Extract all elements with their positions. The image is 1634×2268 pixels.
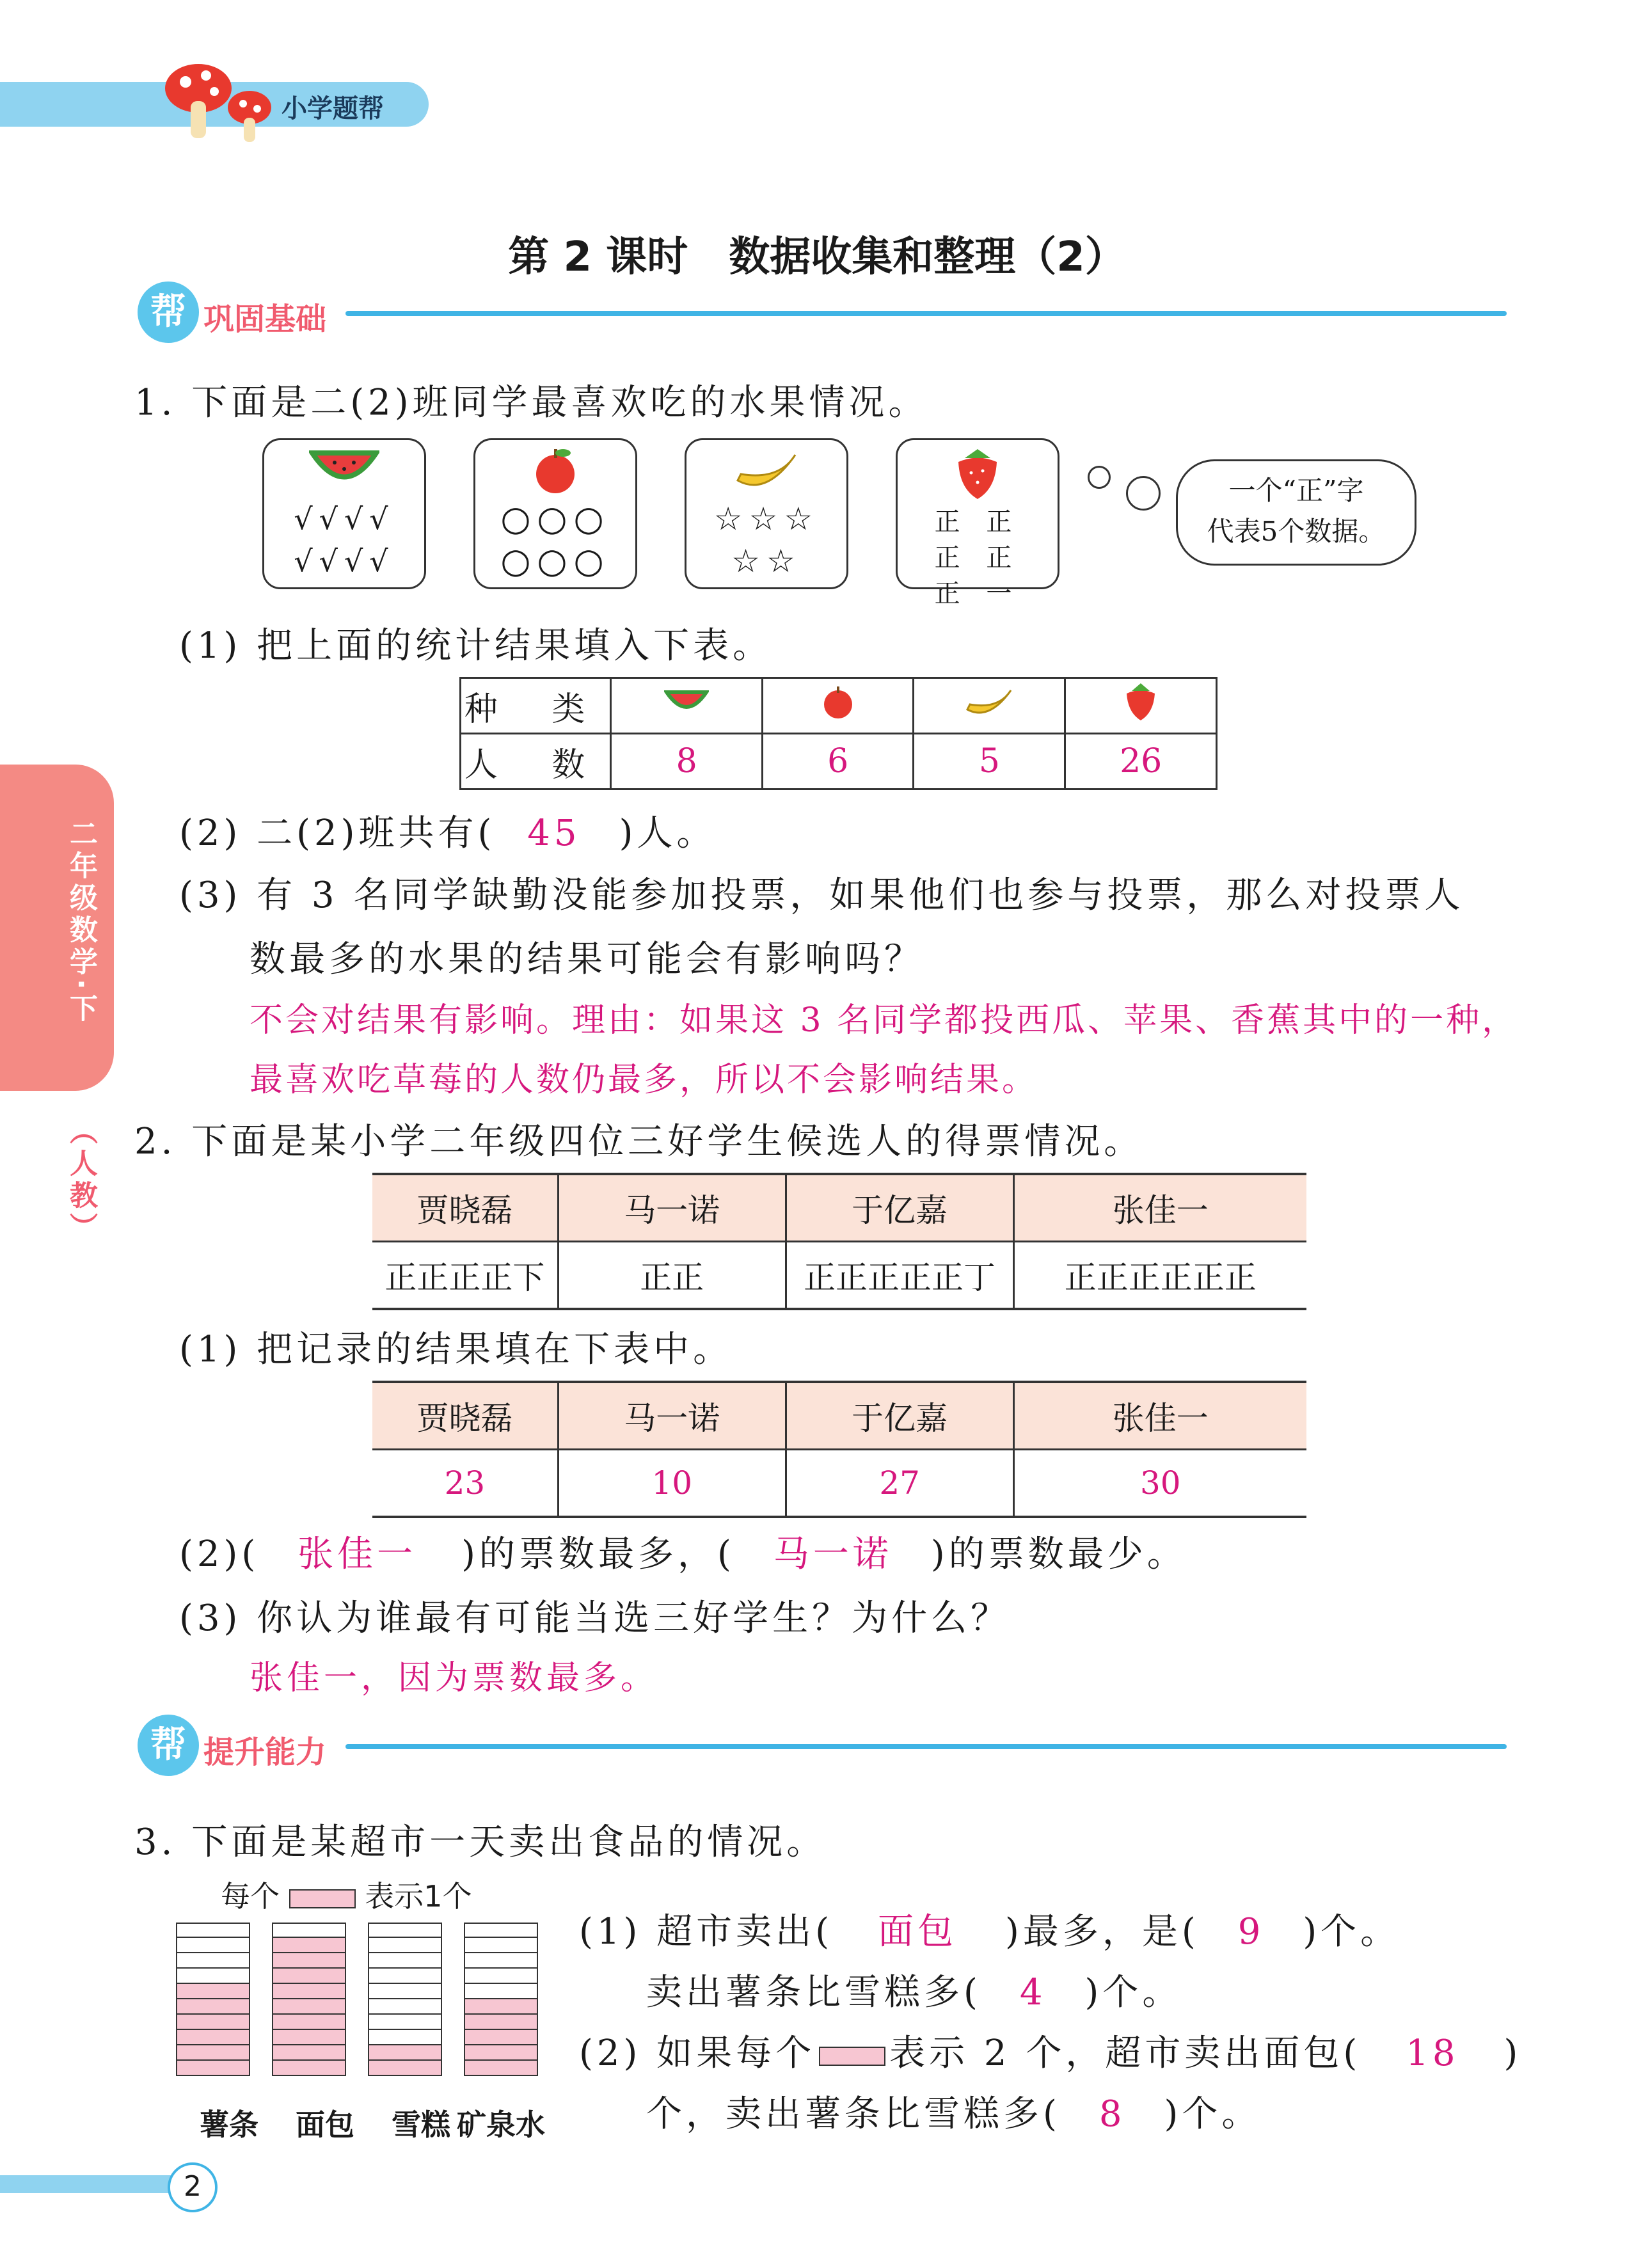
count-cell: 5 xyxy=(914,734,1065,789)
empty-unit xyxy=(368,1938,442,1953)
apple-icon xyxy=(530,445,581,496)
filled-unit xyxy=(464,1999,538,2015)
vote-cell: 30 xyxy=(1013,1450,1306,1518)
q3-stem: 3. 下面是某超市一天卖出食品的情况。 xyxy=(134,1821,827,1863)
q1-part2-pre: (2) 二(2)班共有( xyxy=(179,813,496,854)
bar-3 xyxy=(464,1923,538,2089)
candidate-name: 张佳一 xyxy=(1013,1174,1306,1242)
legend-swatch xyxy=(289,1889,356,1908)
tip-line-1: 一个“正”字 xyxy=(1228,475,1364,506)
bar-0 xyxy=(176,1923,250,2089)
fruit-box-apple xyxy=(473,438,637,589)
tally-table xyxy=(372,1173,1306,1310)
filled-unit xyxy=(464,2061,538,2076)
empty-unit xyxy=(368,2015,442,2030)
chart-legend xyxy=(221,1873,472,1915)
empty-unit xyxy=(176,1923,250,1938)
vote-cell: 27 xyxy=(786,1450,1013,1518)
filled-unit xyxy=(272,1999,346,2015)
q2-part2-mid: )的票数最多，( xyxy=(461,1534,735,1575)
q1-stem: 1. 下面是二(2)班同学最喜欢吃的水果情况。 xyxy=(134,382,928,424)
table-cell xyxy=(1065,678,1217,734)
tally-marks: 正 正 正 正 正 一 xyxy=(934,507,1021,608)
candidate-name: 于亿嘉 xyxy=(786,1382,1013,1450)
tally-cell: 正正正正正正 xyxy=(1013,1242,1306,1310)
empty-unit xyxy=(464,1938,538,1953)
mushroom-logo-icon xyxy=(160,56,282,146)
empty-unit xyxy=(368,1969,442,1984)
filled-unit xyxy=(272,2015,346,2030)
q1-part1: (1) 把上面的统计结果填入下表。 xyxy=(179,625,773,667)
vote-cell: 10 xyxy=(558,1450,786,1518)
table-header-label: 人 数 xyxy=(461,734,611,789)
legend-swatch xyxy=(819,2047,885,2066)
candidate-name: 张佳一 xyxy=(1013,1382,1306,1450)
table-cell xyxy=(762,678,913,734)
empty-unit xyxy=(176,1953,250,1969)
q3-part1-answer-count: 9 xyxy=(1237,1911,1265,1953)
filled-unit xyxy=(176,1999,250,2015)
page-number: 2 xyxy=(168,2162,218,2212)
q1-part3-line2: 数最多的水果的结果可能会有影响吗？ xyxy=(250,939,924,980)
table-cell xyxy=(611,678,763,734)
q2-part1: (1) 把记录的结果填在下表中。 xyxy=(179,1329,733,1370)
filled-unit xyxy=(176,2061,250,2076)
q3-part2b-post: )个。 xyxy=(1164,2093,1262,2135)
candidate-name: 贾晓磊 xyxy=(372,1174,558,1242)
category-label: 面包 xyxy=(296,2107,354,2142)
thought-dot xyxy=(1126,476,1161,511)
section-badge: 帮 xyxy=(138,282,199,343)
footer-bar xyxy=(0,2175,173,2193)
filled-unit xyxy=(176,2015,250,2030)
filled-unit xyxy=(272,1969,346,1984)
count-cell: 26 xyxy=(1065,734,1217,789)
filled-unit xyxy=(272,1984,346,1999)
fruit-box-banana xyxy=(685,438,848,589)
empty-unit xyxy=(272,1923,346,1938)
legend-pre: 每个 xyxy=(221,1879,280,1914)
q3-part2-mid: 表示 2 个，超市卖出面包( xyxy=(889,2033,1361,2074)
filled-unit xyxy=(272,1953,346,1969)
bar-1 xyxy=(272,1923,346,2089)
q1-part2-answer: 45 xyxy=(527,813,581,854)
fruit-box-watermelon xyxy=(262,438,426,589)
vote-table xyxy=(372,1381,1306,1518)
pictograph-chart xyxy=(176,1923,560,2089)
bar-2 xyxy=(368,1923,442,2089)
q3-part2 xyxy=(579,2025,1521,2076)
filled-unit xyxy=(368,2045,442,2061)
q3-part1b-post: )个。 xyxy=(1084,1972,1182,2013)
empty-unit xyxy=(368,1953,442,1969)
empty-unit xyxy=(368,1923,442,1938)
q2-part2-pre: (2)( xyxy=(179,1534,260,1575)
filled-unit xyxy=(464,2015,538,2030)
tally-cell: 正正 xyxy=(558,1242,786,1310)
empty-unit xyxy=(368,2030,442,2045)
filled-unit xyxy=(464,2030,538,2045)
tally-cell: 正正正正下 xyxy=(385,1259,545,1296)
brand-name: 小学题帮 xyxy=(282,94,384,123)
fruit-box-strawberry xyxy=(896,438,1059,608)
strawberry-icon xyxy=(952,444,1003,502)
filled-unit xyxy=(272,2045,346,2061)
side-tab-edition: （人教） xyxy=(65,1116,97,1244)
filled-unit xyxy=(176,2030,250,2045)
page-title: 第 2 课时 数据收集和整理（2） xyxy=(508,234,1126,281)
side-tab-grade: 二年级数学·下 xyxy=(65,819,97,1026)
q3-part1 xyxy=(579,1903,1400,1955)
section-divider xyxy=(345,311,1507,316)
q3-part1b-answer: 4 xyxy=(1019,1972,1047,2013)
banana-icon xyxy=(964,684,1015,720)
tip-bubble xyxy=(1176,459,1416,566)
banana-icon xyxy=(731,445,802,496)
section-badge: 帮 xyxy=(138,1715,199,1776)
q1-part2 xyxy=(179,805,716,856)
filled-unit xyxy=(176,1984,250,1999)
tally-cell: 正正正正正丁 xyxy=(786,1242,1013,1310)
category-label: 薯条 xyxy=(200,2107,258,2142)
section-divider xyxy=(345,1744,1507,1749)
watermelon-icon xyxy=(664,688,709,717)
q1-part3-answer-line2: 最喜欢吃草莓的人数仍最多，所以不会影响结果。 xyxy=(250,1061,1038,1099)
q2-part2-post: )的票数最少。 xyxy=(930,1534,1187,1575)
q2-part2-answer-most: 张佳一 xyxy=(297,1534,417,1575)
q3-part1-post: )个。 xyxy=(1303,1911,1400,1953)
apple-icon xyxy=(819,684,857,720)
tally-marks: √√√√ √√√√ xyxy=(294,502,395,578)
q3-part2-pre: (2) 如果每个 xyxy=(579,2033,816,2074)
section-title-basic: 巩固基础 xyxy=(203,301,327,337)
empty-unit xyxy=(368,1984,442,1999)
q2-part2 xyxy=(179,1526,1187,1577)
filled-unit xyxy=(464,2045,538,2061)
tally-marks: ☆☆☆ ☆☆ xyxy=(713,500,820,580)
filled-unit xyxy=(176,2045,250,2061)
candidate-name: 贾晓磊 xyxy=(372,1382,558,1450)
q2-part3-answer: 张佳一，因为票数最多。 xyxy=(250,1659,658,1697)
thought-dot xyxy=(1088,466,1111,489)
q3-part2b-pre: 个，卖出薯条比雪糕多( xyxy=(646,2093,1061,2135)
q3-part1-pre: (1) 超市卖出( xyxy=(579,1911,833,1953)
legend-post: 表示1个 xyxy=(365,1879,472,1914)
empty-unit xyxy=(464,1953,538,1969)
candidate-name: 马一诺 xyxy=(558,1382,786,1450)
empty-unit xyxy=(464,1923,538,1938)
q1-part2-post: )人。 xyxy=(619,813,717,854)
vote-cell: 23 xyxy=(444,1464,486,1502)
q3-part1-mid: )最多，是( xyxy=(1004,1911,1200,1953)
q2-part2-answer-least: 马一诺 xyxy=(773,1534,892,1575)
category-label: 矿泉水 xyxy=(457,2107,545,2142)
q3-part2-post: ) xyxy=(1503,2033,1522,2074)
section-title-advance: 提升能力 xyxy=(203,1734,327,1770)
category-label: 雪糕 xyxy=(392,2107,450,2142)
filled-unit xyxy=(272,1938,346,1953)
tip-line-2: 代表5个数据。 xyxy=(1207,516,1386,547)
q3-part2b-answer: 8 xyxy=(1099,2093,1126,2135)
q2-stem: 2. 下面是某小学二年级四位三好学生候选人的得票情况。 xyxy=(134,1121,1144,1162)
empty-unit xyxy=(464,1984,538,1999)
q2-part3: (3) 你认为谁最有可能当选三好学生？为什么？ xyxy=(179,1598,1011,1639)
filled-unit xyxy=(272,2030,346,2045)
count-cell: 8 xyxy=(611,734,763,789)
empty-unit xyxy=(464,1969,538,1984)
q1-part3-line1: (3) 有 3 名同学缺勤没能参加投票，如果他们也参与投票，那么对投票人 xyxy=(179,875,1464,916)
empty-unit xyxy=(176,1969,250,1984)
fruit-count-table xyxy=(459,677,1218,790)
table-cell xyxy=(914,678,1065,734)
count-cell: 6 xyxy=(762,734,913,789)
q3-part2b xyxy=(646,2086,1261,2137)
q3-part2-answer-bread: 18 xyxy=(1406,2033,1459,2074)
q1-part3-answer-line1: 不会对结果有影响。理由：如果这 3 名同学都投西瓜、苹果、香蕉其中的一种， xyxy=(250,1001,1518,1040)
watermelon-icon xyxy=(309,447,379,491)
chart-category-labels xyxy=(163,2102,573,2140)
strawberry-icon xyxy=(1123,681,1159,723)
q3-part1-answer-item: 面包 xyxy=(877,1911,957,1953)
q3-part1b xyxy=(646,1964,1182,2015)
table-header-label: 种 类 xyxy=(461,678,611,734)
candidate-name: 马一诺 xyxy=(558,1174,786,1242)
filled-unit xyxy=(368,2061,442,2076)
empty-unit xyxy=(176,1938,250,1953)
tally-marks: ○○○ ○○○ xyxy=(500,498,610,581)
filled-unit xyxy=(272,2061,346,2076)
candidate-name: 于亿嘉 xyxy=(786,1174,1013,1242)
q3-part1b-pre: 卖出薯条比雪糕多( xyxy=(646,1972,981,2013)
empty-unit xyxy=(368,1999,442,2015)
